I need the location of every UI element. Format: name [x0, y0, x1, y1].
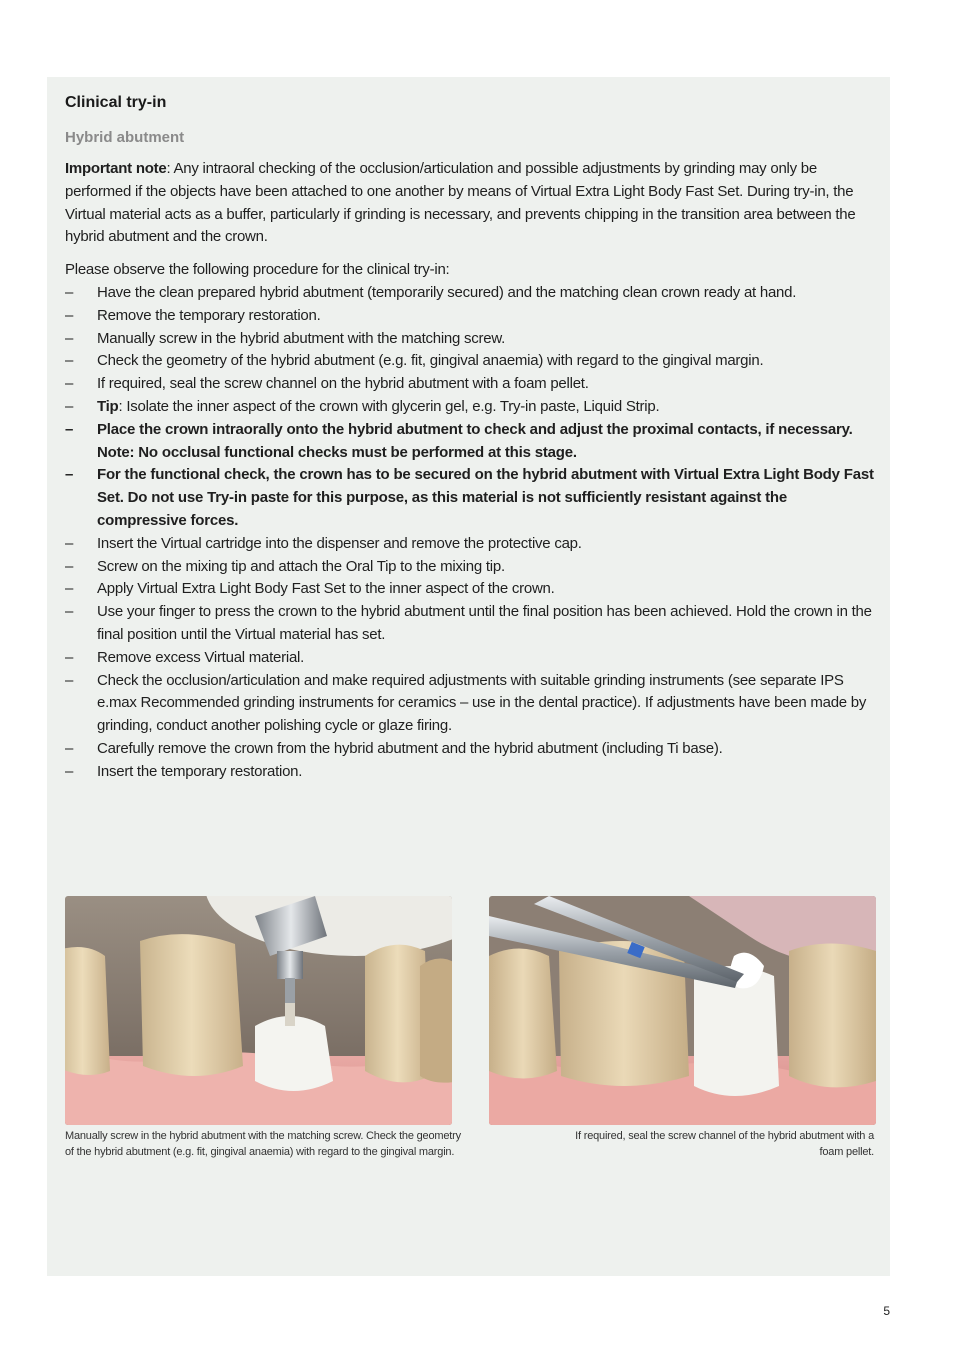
- bullet-dash: –: [65, 580, 74, 598]
- step-text: Apply Virtual Extra Light Body Fast Set to the inner aspect of the crown.: [97, 580, 555, 598]
- bullet-dash: –: [65, 352, 74, 370]
- tip-label: Tip: [97, 397, 119, 415]
- step-item: [65, 761, 875, 784]
- step-text: Check the occlusion/articulation and make required adjustments with suitable grinding instruments (see separate IPS e.max Recommended grinding instruments for ceramics – use in the dental practice). If adjustments have been made by grinding, conduct another polishing cycle or glaze firing.: [97, 671, 867, 735]
- bullet-dash: –: [65, 420, 74, 438]
- section-title: Clinical try-in: [65, 94, 167, 111]
- step-item-emphasis: [65, 419, 875, 465]
- procedure-intro: Please observe the following procedure for the clinical try-in:: [65, 261, 450, 279]
- bullet-dash: –: [65, 557, 74, 575]
- step-text: For the functional check, the crown has to be secured on the hybrid abutment with Virtual Extra Light Body Fast Set. Do not use Try-in paste for this purpose, as this material is not sufficiently resistant against the compressive forces.: [97, 466, 874, 529]
- caption-right: If required, seal the screw channel of the hybrid abutment with a foam pellet.: [575, 1130, 874, 1158]
- photo-abutment-screwing: [65, 896, 452, 1125]
- main-content: [65, 92, 875, 784]
- procedure-steps: [65, 282, 875, 784]
- photo-foam-pellet: [489, 896, 876, 1125]
- step-text: Check the geometry of the hybrid abutment (e.g. fit, gingival anaemia) with regard to the gingival margin.: [97, 352, 764, 370]
- step-item: [65, 647, 875, 670]
- step-item: [65, 305, 875, 328]
- bullet-dash: –: [65, 375, 74, 393]
- step-item: [65, 350, 875, 373]
- bullet-dash: –: [65, 739, 74, 757]
- important-note: [65, 158, 875, 249]
- section-subtitle: Hybrid abutment: [65, 129, 185, 146]
- step-text: Carefully remove the crown from the hybrid abutment and the hybrid abutment (including Ti base).: [97, 739, 723, 757]
- step-text: Have the clean prepared hybrid abutment (temporarily secured) and the matching clean crown ready at hand.: [97, 283, 797, 301]
- step-text: Place the crown intraorally onto the hybrid abutment to check and adjust the proximal contacts, if necessary. Note: No occlusal functional checks must be performed at this stage.: [97, 420, 853, 461]
- step-item: [65, 578, 875, 601]
- page-number: 5: [883, 1304, 890, 1318]
- step-item: [65, 533, 875, 556]
- step-item-emphasis: [65, 464, 875, 532]
- step-text: Manually screw in the hybrid abutment with the matching screw.: [97, 329, 506, 347]
- bullet-dash: –: [65, 397, 74, 415]
- step-item: [65, 738, 875, 761]
- step-text: If required, seal the screw channel on the hybrid abutment with a foam pellet.: [97, 375, 589, 393]
- step-text: Insert the Virtual cartridge into the dispenser and remove the protective cap.: [97, 534, 582, 552]
- bullet-dash: –: [65, 306, 74, 324]
- step-text: Remove excess Virtual material.: [97, 648, 305, 666]
- bullet-dash: –: [65, 762, 74, 780]
- bullet-dash: –: [65, 283, 74, 301]
- step-item: [65, 601, 875, 647]
- step-item: [65, 373, 875, 396]
- caption-left: Manually screw in the hybrid abutment with the matching screw. Check the geometry of the hybrid abutment (e.g. fit, gingival anaemia) with regard to the gingival margin.: [65, 1130, 461, 1158]
- bullet-dash: –: [65, 603, 74, 621]
- step-item-tip: [65, 396, 875, 419]
- important-note-text: : Any intraoral checking of the occlusion/articulation and possible adjustments by grinding may only be performed if the objects have been attached to one another by means of Virtual Extra Light Body Fast Set. During try-in, the Virtual material acts as a buffer, particularly if grinding is necessary, and prevents chipping in the transition area between the hybrid abutment and the crown.: [65, 160, 856, 246]
- step-text: Insert the temporary restoration.: [97, 762, 303, 780]
- important-note-label: Important note: [65, 160, 167, 177]
- bullet-dash: –: [65, 671, 74, 689]
- step-item: [65, 556, 875, 579]
- step-text: Screw on the mixing tip and attach the Oral Tip to the mixing tip.: [97, 557, 505, 575]
- bullet-dash: –: [65, 329, 74, 347]
- bullet-dash: –: [65, 648, 74, 666]
- bullet-dash: –: [65, 466, 74, 484]
- bullet-dash: –: [65, 534, 74, 552]
- step-item: [65, 670, 875, 738]
- step-text: Remove the temporary restoration.: [97, 306, 321, 324]
- step-text: Use your finger to press the crown to the hybrid abutment until the final position has been achieved. Hold the crown in the final position until the Virtual material has set.: [97, 603, 872, 643]
- step-item: [65, 282, 875, 305]
- tip-text: : Isolate the inner aspect of the crown with glycerin gel, e.g. Try-in paste, Liquid Strip.: [118, 397, 660, 415]
- step-item: [65, 328, 875, 351]
